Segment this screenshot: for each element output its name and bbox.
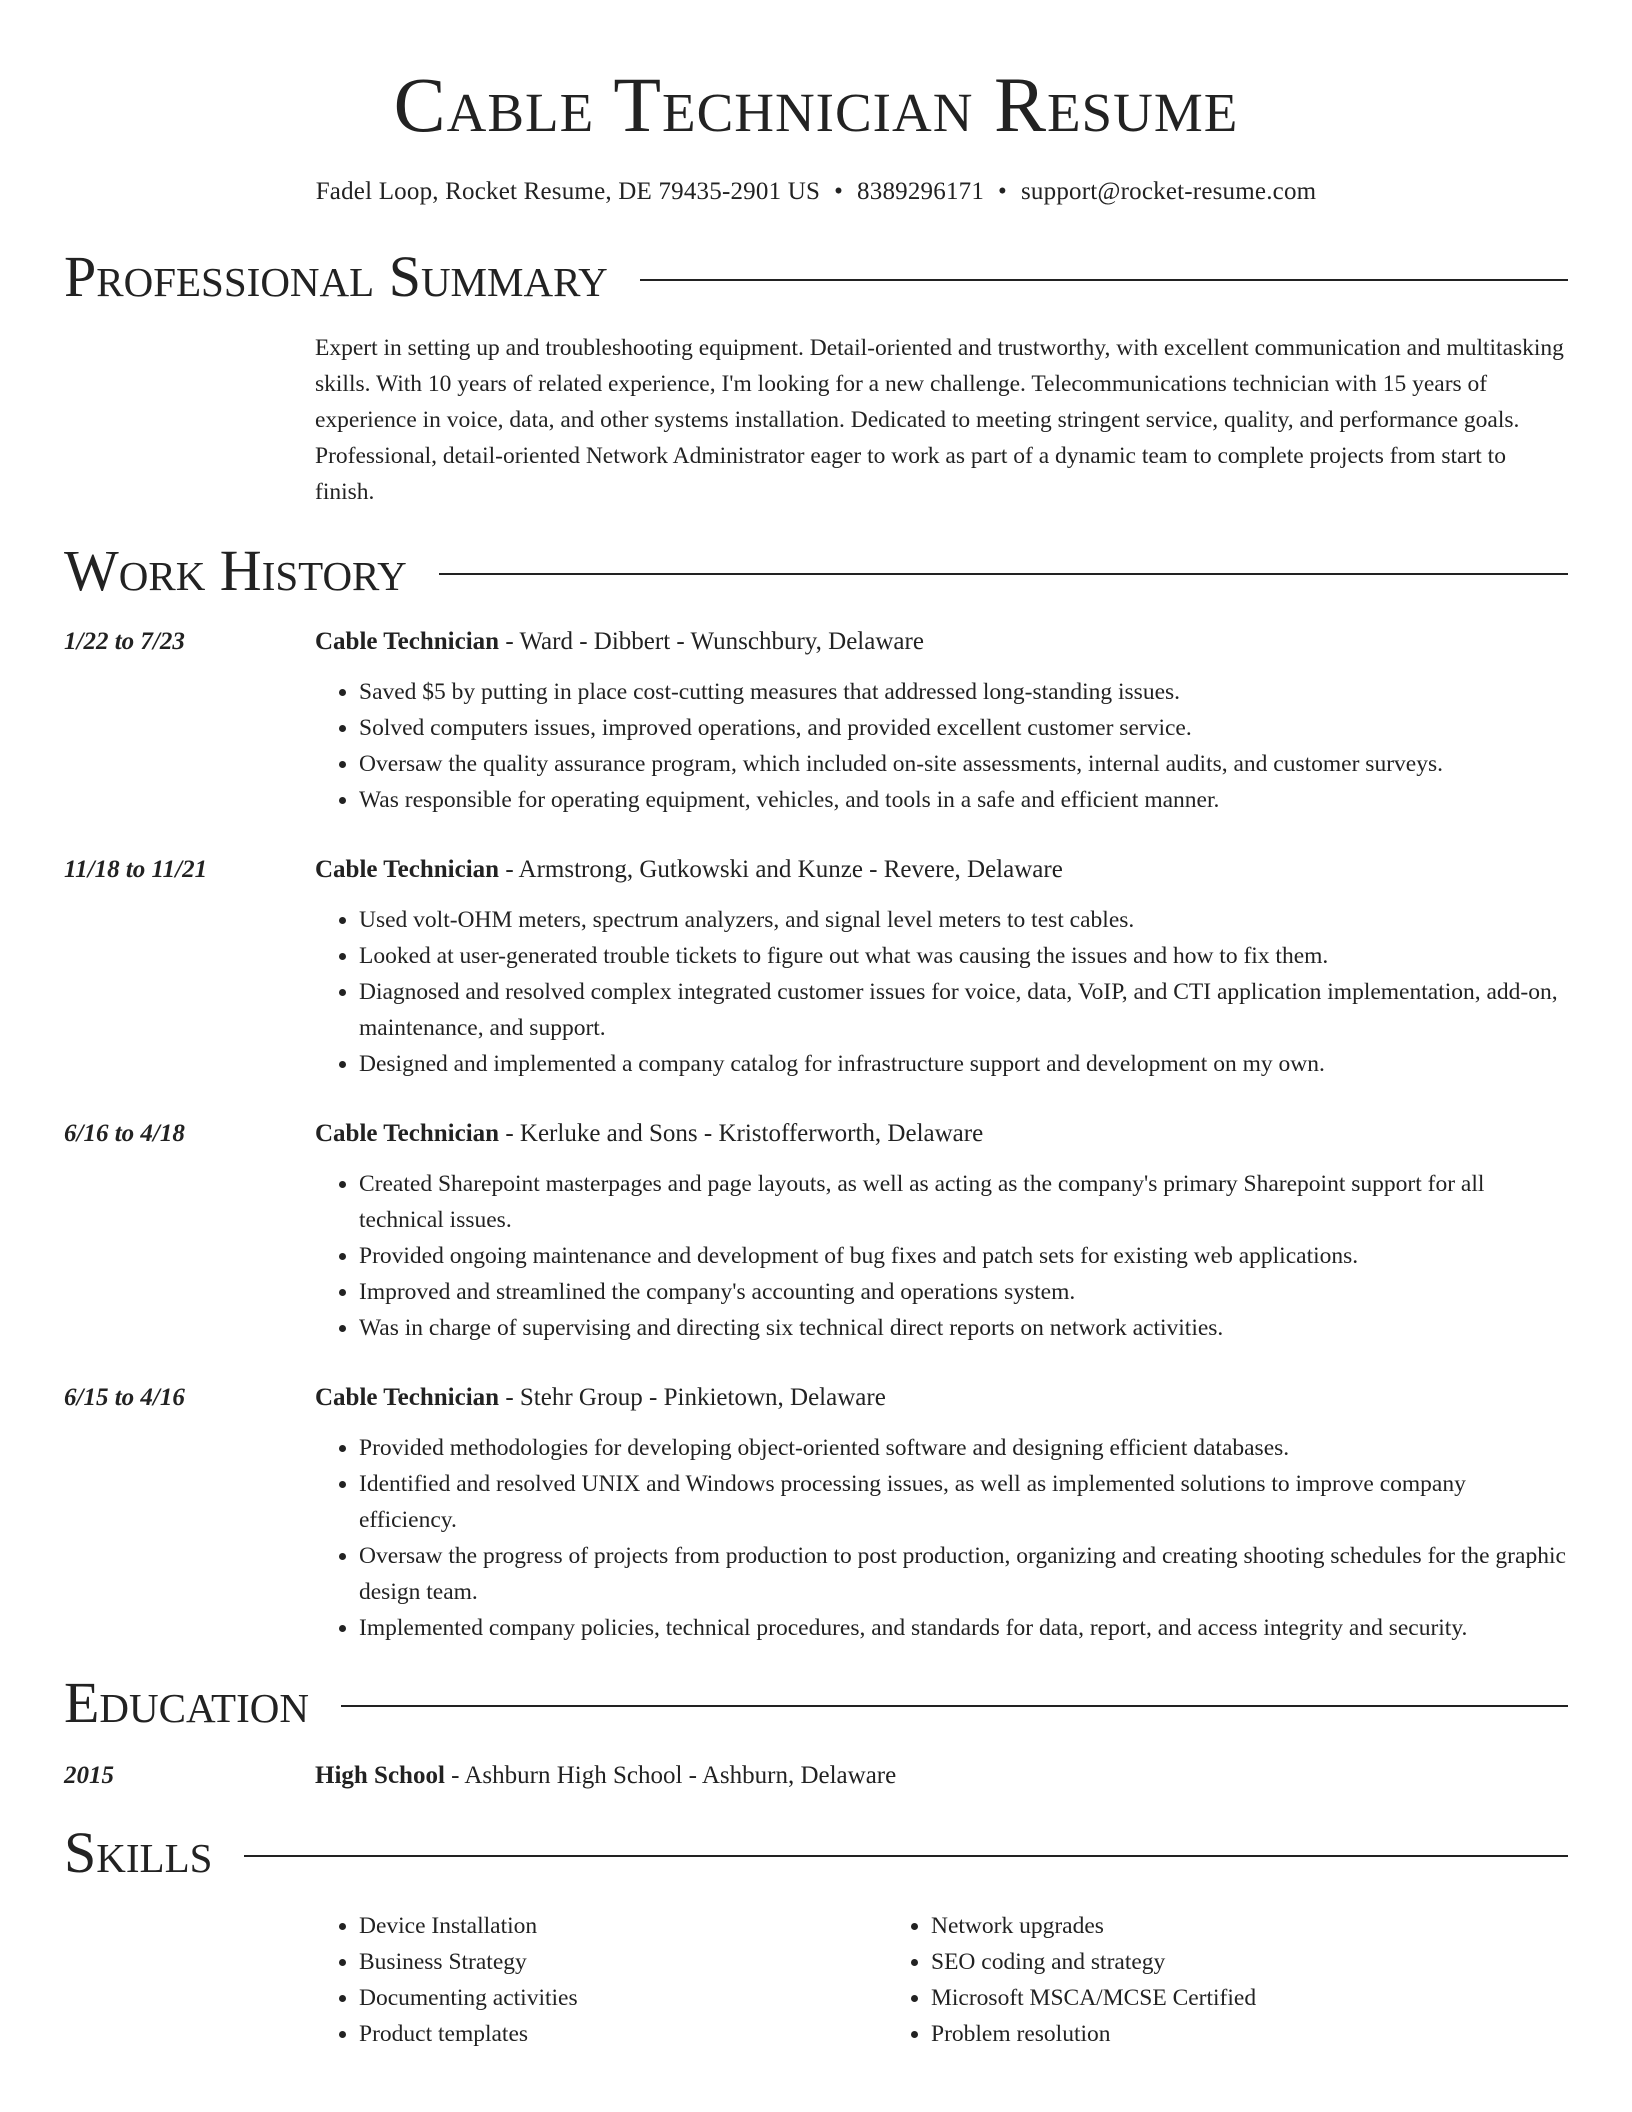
job-title: Cable Technician bbox=[315, 1120, 500, 1147]
job-details: - Armstrong, Gutkowski and Kunze - Revere, Delaware bbox=[499, 856, 1063, 883]
contact-line bbox=[64, 178, 1568, 206]
job-bullet: • Provided ongoing maintenance and development of bug fixes and patch sets for existing web applications. bbox=[359, 1238, 1568, 1274]
skill-item: • Microsoft MSCA/MCSE Certified bbox=[931, 1980, 1459, 2016]
education-section-title: Education bbox=[64, 1670, 309, 1735]
contact-email: support@rocket-resume.com bbox=[1021, 178, 1317, 205]
section-divider bbox=[341, 1705, 1568, 1707]
job-bullet: • Used volt-OHM meters, spectrum analyzers, and signal level meters to test cables. bbox=[359, 902, 1568, 938]
summary-section-header bbox=[64, 244, 1568, 309]
education-section-header bbox=[64, 1670, 1568, 1735]
job-body bbox=[315, 1116, 1568, 1346]
skills-column-left bbox=[315, 1908, 887, 2052]
job-entry bbox=[64, 1116, 1568, 1346]
skills-column-right bbox=[887, 1908, 1459, 2052]
section-divider bbox=[439, 573, 1568, 575]
job-bullet: • Saved $5 by putting in place cost-cutting measures that addressed long-standing issues. bbox=[359, 674, 1568, 710]
job-bullet: • Identified and resolved UNIX and Windows processing issues, as well as implemented solutions to improve company efficiency. bbox=[359, 1466, 1568, 1538]
job-entry bbox=[64, 624, 1568, 818]
job-heading bbox=[315, 1380, 1568, 1416]
job-details: - Stehr Group - Pinkietown, Delaware bbox=[499, 1384, 886, 1411]
summary-section-title: Professional Summary bbox=[64, 244, 608, 309]
skills-section-header bbox=[64, 1820, 1568, 1885]
job-bullet: • Diagnosed and resolved complex integrated customer issues for voice, data, VoIP, and CTI application implementation, add-on, maintenance, and support. bbox=[359, 974, 1568, 1046]
job-bullet: • Created Sharepoint masterpages and page layouts, as well as acting as the company's primary Sharepoint support for all technical issues. bbox=[359, 1166, 1568, 1238]
skills-section-title: Skills bbox=[64, 1820, 213, 1885]
education-entry bbox=[64, 1758, 1568, 1794]
summary-text: Expert in setting up and troubleshooting equipment. Detail-oriented and trustworthy, with excellent communication and multitasking skills. With 10 years of related experience, I'm looking for a new challenge. Telecommunications technician with 15 years of experience in voice, data, and other systems installation. Dedicated to meeting stringent service, quality, and performance goals. Professional, detail-oriented Network Administrator eager to work as part of a dynamic team to complete projects from start to finish. bbox=[315, 335, 1564, 505]
education-details: - Ashburn High School - Ashburn, Delaware bbox=[444, 1762, 897, 1789]
job-bullets bbox=[315, 902, 1568, 1082]
job-entry-row bbox=[64, 624, 1568, 818]
job-title: Cable Technician bbox=[315, 1384, 500, 1411]
skill-item: • Business Strategy bbox=[359, 1944, 887, 1980]
job-dates: 1/22 to 7/23 bbox=[64, 628, 185, 655]
job-details: - Ward - Dibbert - Wunschbury, Delaware bbox=[499, 628, 924, 655]
job-bullets bbox=[315, 1166, 1568, 1346]
work-section-title: Work History bbox=[64, 538, 407, 603]
job-bullet: • Solved computers issues, improved operations, and provided excellent customer service. bbox=[359, 710, 1568, 746]
job-body bbox=[315, 624, 1568, 818]
job-dates: 11/18 to 11/21 bbox=[64, 856, 208, 883]
skill-item: • Device Installation bbox=[359, 1908, 887, 1944]
job-heading bbox=[315, 852, 1568, 888]
work-section-header bbox=[64, 538, 1568, 603]
job-bullet: • Was in charge of supervising and directing six technical direct reports on network activities. bbox=[359, 1310, 1568, 1346]
skill-item: • SEO coding and strategy bbox=[931, 1944, 1459, 1980]
job-body bbox=[315, 1380, 1568, 1646]
job-heading bbox=[315, 624, 1568, 660]
section-divider bbox=[640, 279, 1568, 281]
skill-item: • Documenting activities bbox=[359, 1980, 887, 2016]
job-details: - Kerluke and Sons - Kristofferworth, Delaware bbox=[499, 1120, 984, 1147]
section-divider bbox=[244, 1855, 1568, 1857]
job-body bbox=[315, 852, 1568, 1082]
job-entry bbox=[64, 1380, 1568, 1646]
contact-address: Fadel Loop, Rocket Resume, DE 79435-2901 US bbox=[315, 178, 821, 205]
job-entry-row bbox=[64, 1116, 1568, 1346]
job-bullet: • Designed and implemented a company catalog for infrastructure support and development on my own. bbox=[359, 1046, 1568, 1082]
contact-phone: 8389296171 bbox=[857, 178, 985, 205]
job-entry-row bbox=[64, 1380, 1568, 1646]
education-body bbox=[315, 1758, 1568, 1794]
job-bullet: • Provided methodologies for developing object-oriented software and designing efficient databases. bbox=[359, 1430, 1568, 1466]
job-bullet: • Improved and streamlined the company's accounting and operations system. bbox=[359, 1274, 1568, 1310]
job-title: Cable Technician bbox=[315, 628, 500, 655]
job-title: Cable Technician bbox=[315, 856, 500, 883]
skill-item: • Product templates bbox=[359, 2016, 887, 2052]
education-degree: High School bbox=[315, 1762, 445, 1789]
contact-separator: • bbox=[834, 178, 844, 205]
job-bullet: • Oversaw the quality assurance program, which included on-site assessments, internal audits, and customer surveys. bbox=[359, 746, 1568, 782]
job-bullet: • Was responsible for operating equipment, vehicles, and tools in a safe and efficient manner. bbox=[359, 782, 1568, 818]
education-year: 2015 bbox=[64, 1762, 114, 1789]
job-bullet: • Implemented company policies, technical procedures, and standards for data, report, and access integrity and security. bbox=[359, 1610, 1568, 1646]
skills-list bbox=[315, 1908, 1568, 2052]
job-bullet: • Oversaw the progress of projects from production to post production, organizing and creating shooting schedules for the graphic design team. bbox=[359, 1538, 1568, 1610]
skill-item: • Problem resolution bbox=[931, 2016, 1459, 2052]
contact-separator: • bbox=[998, 178, 1007, 205]
job-dates: 6/16 to 4/18 bbox=[64, 1120, 185, 1147]
skill-item: • Network upgrades bbox=[931, 1908, 1459, 1944]
resume-title: Cable Technician Resume bbox=[393, 61, 1239, 148]
job-heading bbox=[315, 1116, 1568, 1152]
job-entry bbox=[64, 852, 1568, 1082]
job-bullets bbox=[315, 1430, 1568, 1646]
job-bullet: • Looked at user-generated trouble tickets to figure out what was causing the issues and how to fix them. bbox=[359, 938, 1568, 974]
job-entry-row bbox=[64, 852, 1568, 1082]
job-dates: 6/15 to 4/16 bbox=[64, 1384, 185, 1411]
job-bullets bbox=[315, 674, 1568, 818]
education-heading bbox=[315, 1758, 1568, 1794]
